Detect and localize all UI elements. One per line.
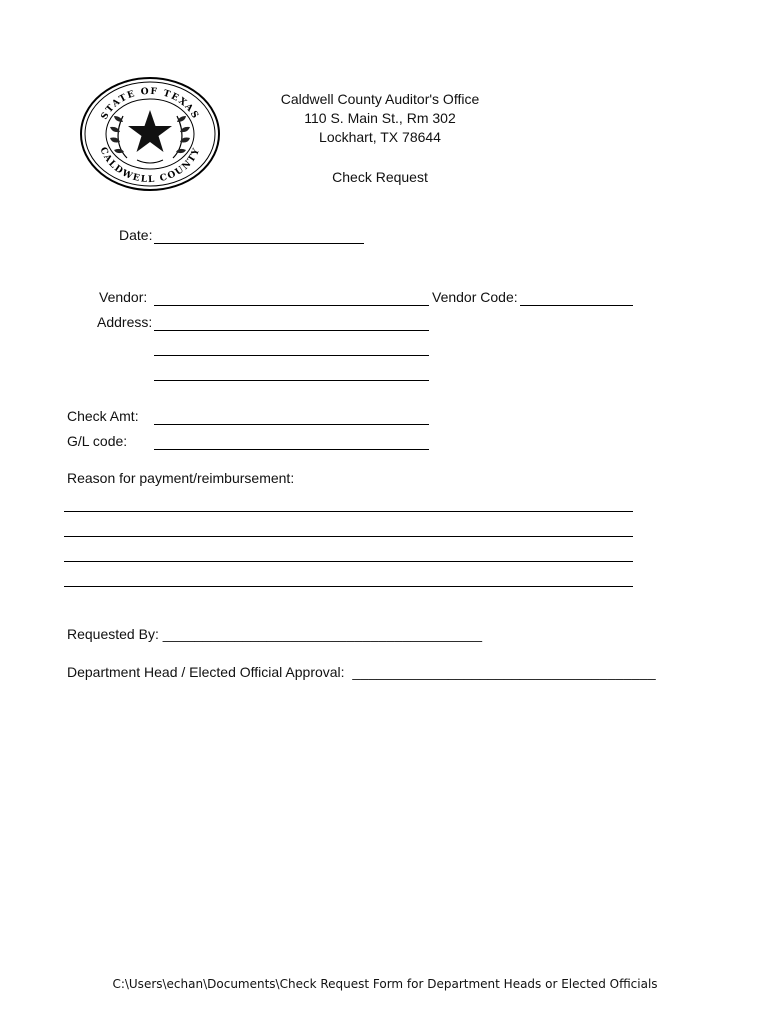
county-seal-logo xyxy=(79,76,221,193)
office-name: Caldwell County Auditor's Office xyxy=(280,91,480,107)
seal-bottom-text: CALDWELL COUNTY xyxy=(97,145,203,186)
address-line-1-field[interactable] xyxy=(154,330,429,331)
office-street: 110 S. Main St., Rm 302 xyxy=(304,110,456,126)
form-title: Check Request xyxy=(332,169,428,185)
check-amt-field[interactable] xyxy=(154,424,429,425)
reason-line-2-field[interactable] xyxy=(64,536,633,537)
requested-by-row xyxy=(67,626,482,642)
requested-by-field[interactable]: ________________________________________ xyxy=(162,626,483,642)
date-label: Date: xyxy=(119,227,153,243)
gl-code-field[interactable] xyxy=(154,449,429,450)
reason-line-3-field[interactable] xyxy=(64,561,633,562)
date-field[interactable] xyxy=(154,243,364,244)
approval-row xyxy=(67,664,656,680)
vendor-code-field[interactable] xyxy=(520,305,633,306)
office-city: Lockhart, TX 78644 xyxy=(319,129,441,145)
reason-line-1-field[interactable] xyxy=(64,511,633,512)
address-line-2-field[interactable] xyxy=(154,355,429,356)
svg-text:CALDWELL COUNTY xyxy=(97,146,202,185)
document-path-footer: C:\Users\echan\Documents\Check Request Form for Department Heads or Elected Officials xyxy=(112,977,658,991)
address-line-3-field[interactable] xyxy=(154,380,429,381)
gl-code-label: G/L code: xyxy=(67,433,128,449)
vendor-label: Vendor: xyxy=(99,289,148,305)
address-label: Address: xyxy=(97,314,153,330)
reason-line-4-field[interactable] xyxy=(64,586,633,587)
reason-label: Reason for payment/reimbursement: xyxy=(67,470,295,486)
approval-label: Department Head / Elected Official Approval: xyxy=(67,664,345,680)
approval-field[interactable]: ______________________________________ xyxy=(352,664,656,680)
requested-by-label: Requested By: xyxy=(67,626,159,642)
vendor-code-label: Vendor Code: xyxy=(432,289,518,305)
seal-top-text: STATE OF TEXAS xyxy=(99,86,201,122)
vendor-field[interactable] xyxy=(154,305,429,306)
check-amt-label: Check Amt: xyxy=(67,408,139,424)
